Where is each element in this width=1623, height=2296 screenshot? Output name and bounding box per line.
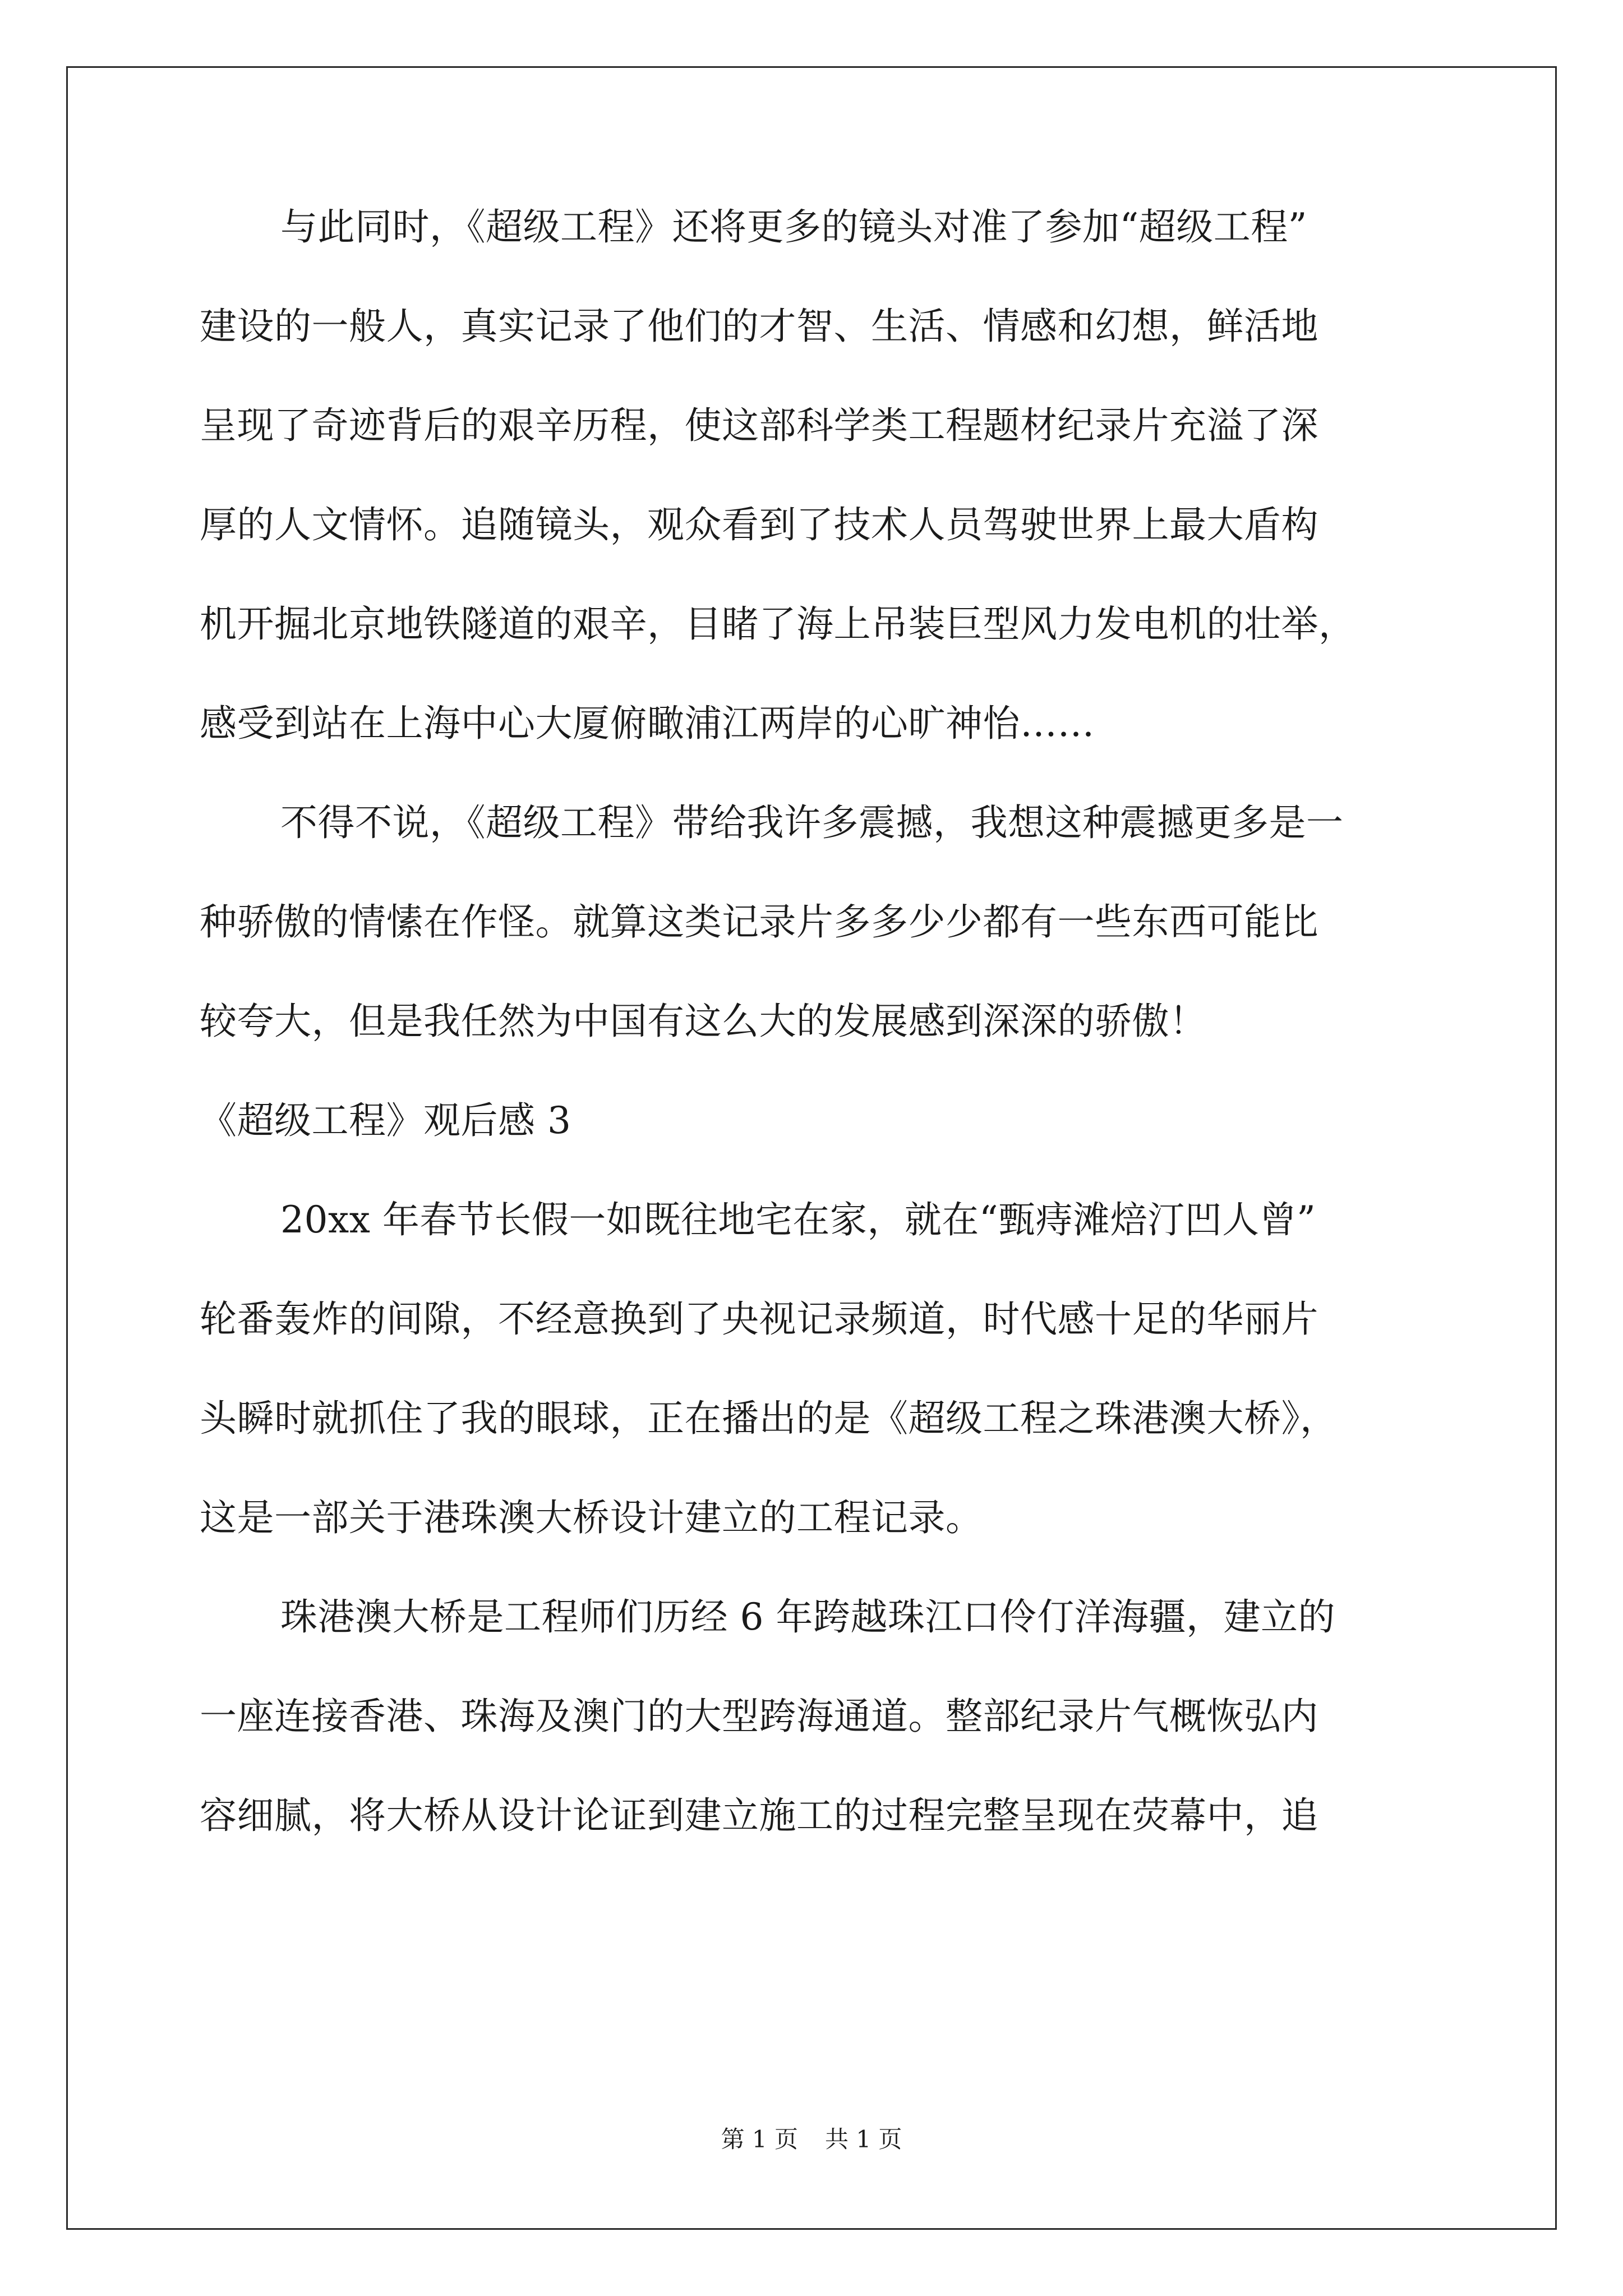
page-footer [0,2123,1623,2156]
paragraph-line: 头瞬时就抓住了我的眼球，正在播出的是《超级工程之珠港澳大桥》， [200,1397,1338,1440]
paragraph-line: 一座连接香港、珠海及澳门的大型跨海通道。整部纪录片气概恢弘内 [200,1695,1318,1738]
page-total: 共 1 页 [825,2125,902,2153]
paragraph-line: 不得不说，《超级工程》带给我许多震撼，我想这种震撼更多是一 [280,801,1344,844]
paragraph-line: 容细腻，将大桥从设计论证到建立施工的过程完整呈现在荧幕中，追 [200,1794,1318,1837]
paragraph-line: 机开掘北京地铁隧道的艰辛，目睹了海上吊装巨型风力发电机的壮举， [200,602,1356,646]
page-border [66,66,1557,2230]
paragraph-line: 珠港澳大桥是工程师们历经 6 年跨越珠江口伶仃洋海疆，建立的 [280,1595,1335,1639]
paragraph-line: 与此同时，《超级工程》还将更多的镜头对准了参加“超级工程” [280,205,1307,249]
paragraph-line: 种骄傲的情愫在作怪。就算这类记录片多多少少都有一些东西可能比 [200,900,1318,944]
paragraph-line: 这是一部关于港珠澳大桥设计建立的工程记录。 [200,1496,983,1539]
paragraph-line: 呈现了奇迹背后的艰辛历程，使这部科学类工程题材纪录片充溢了深 [200,404,1318,447]
section-heading: 《超级工程》观后感 3 [200,1099,571,1142]
page-number: 第 1 页 [721,2125,798,2153]
paragraph-line: 20xx 年春节长假一如既往地宅在家，就在“甄痔滩焙汀凹人曾” [280,1198,1316,1241]
paragraph-line: 轮番轰炸的间隙，不经意换到了央视记录频道，时代感十足的华丽片 [200,1297,1318,1341]
paragraph-line: 感受到站在上海中心大厦俯瞰浦江两岸的心旷神怡…… [200,702,1095,745]
paragraph-line: 建设的一般人，真实记录了他们的才智、生活、情感和幻想，鲜活地 [200,305,1318,348]
paragraph-line: 较夸大，但是我任然为中国有这么大的发展感到深深的骄傲！ [200,1000,1207,1043]
paragraph-line: 厚的人文情怀。追随镜头，观众看到了技术人员驾驶世界上最大盾构 [200,503,1318,546]
